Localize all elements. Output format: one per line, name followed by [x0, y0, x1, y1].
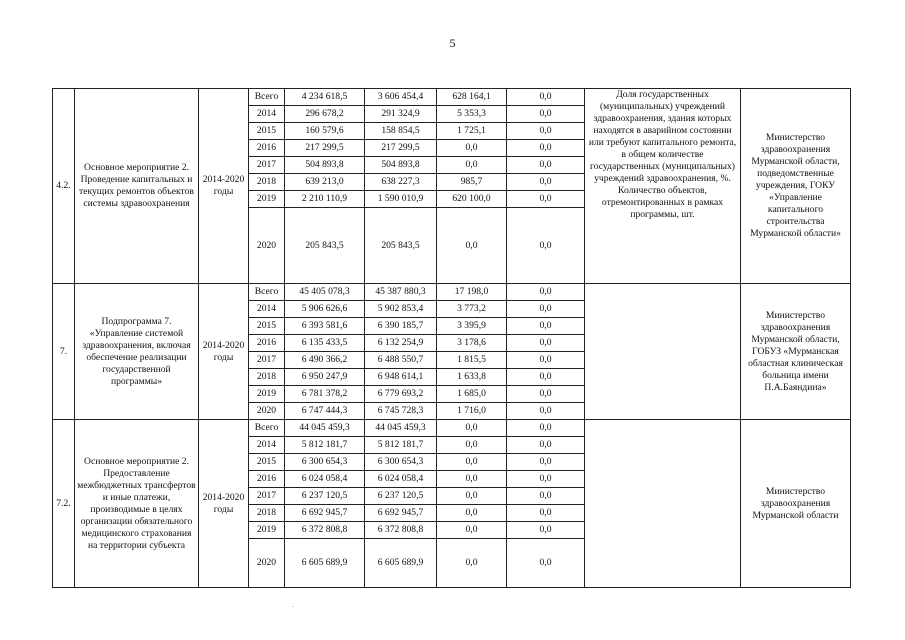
row-col3: 0,0 — [437, 522, 507, 539]
row-col3: 0,0 — [437, 488, 507, 505]
row-year: 2018 — [249, 505, 285, 522]
row-col3: 628 164,1 — [437, 89, 507, 106]
row-col4: 0,0 — [507, 454, 585, 471]
row-year: Всего — [249, 284, 285, 301]
row-col4: 0,0 — [507, 437, 585, 454]
row-total: 6 372 808,8 — [285, 522, 365, 539]
row-total: 5 812 181,7 — [285, 437, 365, 454]
row-col3: 0,0 — [437, 437, 507, 454]
row-year: 2017 — [249, 157, 285, 174]
page-tail-mark: . — [292, 600, 294, 609]
row-year: 2019 — [249, 386, 285, 403]
row-col4: 0,0 — [507, 335, 585, 352]
row-col3: 1 633,8 — [437, 369, 507, 386]
row-total: 6 393 581,6 — [285, 318, 365, 335]
row-col2: 6 488 550,7 — [365, 352, 437, 369]
row-col3: 1 815,5 — [437, 352, 507, 369]
row-col2: 1 590 010,9 — [365, 191, 437, 208]
row-year: 2014 — [249, 106, 285, 123]
row-col2: 6 300 654,3 — [365, 454, 437, 471]
row-total: 6 605 689,9 — [285, 539, 365, 588]
row-total: 6 692 945,7 — [285, 505, 365, 522]
row-col2: 6 390 185,7 — [365, 318, 437, 335]
section-number: 4.2. — [53, 89, 75, 284]
row-col2: 158 854,5 — [365, 123, 437, 140]
section-period: 2014-2020 годы — [199, 89, 249, 284]
row-col2: 6 948 614,1 — [365, 369, 437, 386]
row-col4: 0,0 — [507, 89, 585, 106]
row-col4: 0,0 — [507, 420, 585, 437]
row-col3: 17 198,0 — [437, 284, 507, 301]
row-col2: 205 843,5 — [365, 208, 437, 284]
table-row — [53, 89, 851, 106]
row-total: 160 579,6 — [285, 123, 365, 140]
row-total: 6 950 247,9 — [285, 369, 365, 386]
row-col2: 5 902 853,4 — [365, 301, 437, 318]
row-year: Всего — [249, 420, 285, 437]
row-col3: 0,0 — [437, 208, 507, 284]
row-year: 2018 — [249, 174, 285, 191]
section-period: 2014-2020 годы — [199, 284, 249, 420]
section-executor: Министерство здравоохранения Мурманской области — [741, 420, 851, 588]
row-year: 2019 — [249, 191, 285, 208]
row-year: 2016 — [249, 140, 285, 157]
row-total: 639 213,0 — [285, 174, 365, 191]
row-col4: 0,0 — [507, 123, 585, 140]
row-col3: 5 353,3 — [437, 106, 507, 123]
row-col4: 0,0 — [507, 174, 585, 191]
row-col2: 6 372 808,8 — [365, 522, 437, 539]
row-col2: 638 227,3 — [365, 174, 437, 191]
row-col2: 6 237 120,5 — [365, 488, 437, 505]
row-year: 2020 — [249, 403, 285, 420]
row-col3: 620 100,0 — [437, 191, 507, 208]
section-indicator: Доля государственных (муниципальных) учреждений здравоохранения, здания которых находятся в аварийном состоянии или требуют капитального ремонта, в общем количестве государственных (муниципальных) учреждений здравоохранения, %. Количество объектов, отремонтированных в рамках программы, шт. — [585, 89, 741, 284]
row-col3: 3 178,6 — [437, 335, 507, 352]
row-col3: 3 773,2 — [437, 301, 507, 318]
row-year: 2017 — [249, 488, 285, 505]
row-total: 6 490 366,2 — [285, 352, 365, 369]
row-col3: 0,0 — [437, 140, 507, 157]
row-year: 2015 — [249, 454, 285, 471]
row-total: 6 747 444,3 — [285, 403, 365, 420]
row-total: 4 234 618,5 — [285, 89, 365, 106]
row-col4: 0,0 — [507, 140, 585, 157]
row-col4: 0,0 — [507, 191, 585, 208]
row-col4: 0,0 — [507, 488, 585, 505]
row-col4: 0,0 — [507, 106, 585, 123]
row-year: 2020 — [249, 208, 285, 284]
row-total: 205 843,5 — [285, 208, 365, 284]
row-year: 2014 — [249, 437, 285, 454]
section-description: Подпрограмма 7. «Управление системой здравоохранения, включая обеспечение реализации государственной программы» — [75, 284, 199, 420]
row-col2: 6 132 254,9 — [365, 335, 437, 352]
row-col4: 0,0 — [507, 522, 585, 539]
section-executor: Министерство здравоохранения Мурманской области, ГОБУЗ «Мурманская областная клиническая больница имени П.А.Баяндина» — [741, 284, 851, 420]
row-year: 2016 — [249, 471, 285, 488]
section-period: 2014-2020 годы — [199, 420, 249, 588]
row-year: 2018 — [249, 369, 285, 386]
row-col3: 1 725,1 — [437, 123, 507, 140]
row-col4: 0,0 — [507, 539, 585, 588]
row-col4: 0,0 — [507, 386, 585, 403]
row-year: 2016 — [249, 335, 285, 352]
section-indicator — [585, 284, 741, 420]
row-col2: 6 745 728,3 — [365, 403, 437, 420]
row-total: 45 405 078,3 — [285, 284, 365, 301]
row-col4: 0,0 — [507, 318, 585, 335]
row-total: 44 045 459,3 — [285, 420, 365, 437]
table-row — [53, 284, 851, 301]
row-year: 2019 — [249, 522, 285, 539]
row-col3: 985,7 — [437, 174, 507, 191]
row-col2: 44 045 459,3 — [365, 420, 437, 437]
row-total: 5 906 626,6 — [285, 301, 365, 318]
row-col4: 0,0 — [507, 471, 585, 488]
row-col2: 6 779 693,2 — [365, 386, 437, 403]
row-col4: 0,0 — [507, 369, 585, 386]
row-year: Всего — [249, 89, 285, 106]
section-description: Основное мероприятие 2. Проведение капитальных и текущих ремонтов объектов системы здравоохранения — [75, 89, 199, 284]
row-col3: 0,0 — [437, 157, 507, 174]
row-col2: 217 299,5 — [365, 140, 437, 157]
row-col4: 0,0 — [507, 352, 585, 369]
row-total: 296 678,2 — [285, 106, 365, 123]
row-year: 2014 — [249, 301, 285, 318]
row-col2: 5 812 181,7 — [365, 437, 437, 454]
section-description: Основное мероприятие 2. Предоставление межбюджетных трансфертов и иные платежи, производимые в целях организации обязательного медицинского страхования на территории субъекта — [75, 420, 199, 588]
row-year: 2017 — [249, 352, 285, 369]
row-col3: 0,0 — [437, 454, 507, 471]
row-col4: 0,0 — [507, 157, 585, 174]
row-col2: 6 692 945,7 — [365, 505, 437, 522]
row-col2: 291 324,9 — [365, 106, 437, 123]
row-year: 2020 — [249, 539, 285, 588]
row-year: 2015 — [249, 123, 285, 140]
row-col4: 0,0 — [507, 505, 585, 522]
row-col2: 6 605 689,9 — [365, 539, 437, 588]
row-total: 6 135 433,5 — [285, 335, 365, 352]
row-total: 6 781 378,2 — [285, 386, 365, 403]
section-executor: Министерство здравоохранения Мурманской области, подведомственные учреждения, ГОКУ «Управление капитального строительства Мурманской области» — [741, 89, 851, 284]
row-total: 217 299,5 — [285, 140, 365, 157]
row-col4: 0,0 — [507, 208, 585, 284]
section-number: 7. — [53, 284, 75, 420]
row-col2: 3 606 454,4 — [365, 89, 437, 106]
row-total: 2 210 110,9 — [285, 191, 365, 208]
row-col3: 0,0 — [437, 471, 507, 488]
row-col3: 3 395,9 — [437, 318, 507, 335]
section-indicator — [585, 420, 741, 588]
row-col2: 6 024 058,4 — [365, 471, 437, 488]
row-col4: 0,0 — [507, 284, 585, 301]
row-total: 504 893,8 — [285, 157, 365, 174]
row-total: 6 300 654,3 — [285, 454, 365, 471]
row-total: 6 024 058,4 — [285, 471, 365, 488]
row-col4: 0,0 — [507, 301, 585, 318]
row-year: 2015 — [249, 318, 285, 335]
row-col4: 0,0 — [507, 403, 585, 420]
row-col3: 0,0 — [437, 420, 507, 437]
table-row — [53, 420, 851, 437]
row-col3: 0,0 — [437, 539, 507, 588]
section-number: 7.2. — [53, 420, 75, 588]
page-number: 5 — [449, 36, 456, 50]
row-col2: 504 893,8 — [365, 157, 437, 174]
row-col3: 1 716,0 — [437, 403, 507, 420]
row-col3: 0,0 — [437, 505, 507, 522]
row-total: 6 237 120,5 — [285, 488, 365, 505]
program-table — [52, 88, 851, 588]
row-col3: 1 685,0 — [437, 386, 507, 403]
row-col2: 45 387 880,3 — [365, 284, 437, 301]
